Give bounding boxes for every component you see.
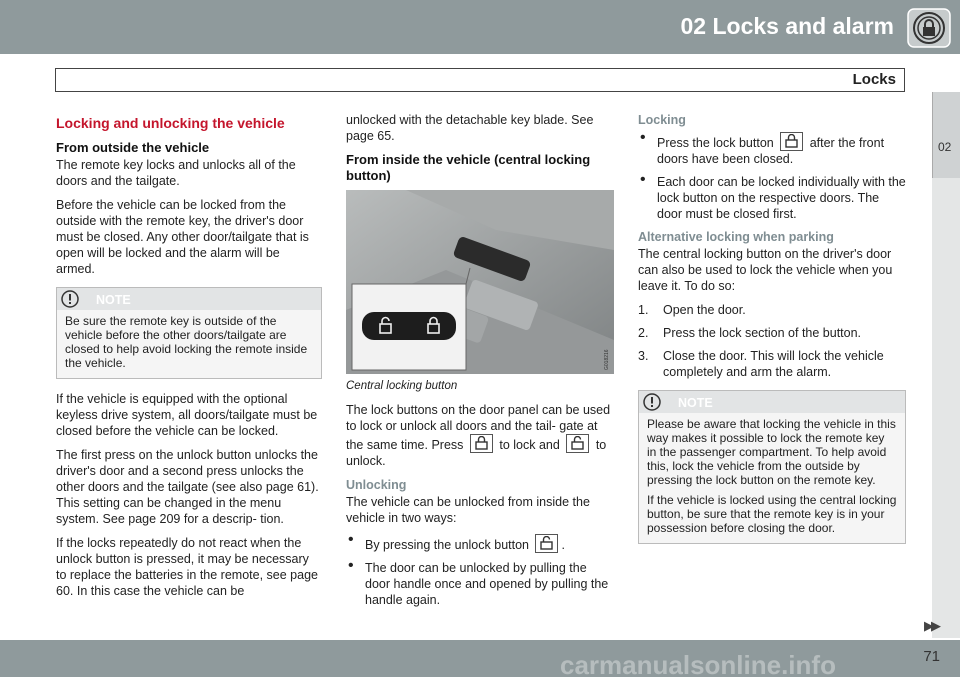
- list-item: [346, 534, 614, 553]
- text-segment: The lock buttons on the door panel can be used to lock or unlock all doors and the tail- gate at the same time. Press: [346, 403, 611, 452]
- main-heading: Locking and unlocking the vehicle: [56, 115, 285, 131]
- paragraph: [346, 402, 614, 469]
- note-label: NOTE: [96, 293, 131, 307]
- bullet-text: Each door can be locked individually with the lock button on the respective doors. The door must be closed first.: [657, 175, 906, 221]
- watermark: carmanualsonline.info: [560, 650, 836, 680]
- list-item: [638, 325, 906, 341]
- paragraph: If the locks repeatedly do not react when the unlock button is pressed, it may be necessary to replace the batteries in the remote, see page 60. In this case the vehicle can be: [56, 536, 318, 598]
- text-segment: to unlock.: [346, 438, 607, 468]
- steps-list: [638, 302, 906, 380]
- bullet-text: after the front doors have been closed.: [657, 136, 885, 166]
- chapter-side-tab-label: 02: [938, 140, 952, 154]
- list-item: [638, 348, 906, 380]
- image-caption: Central locking button: [346, 380, 458, 392]
- paragraph: Before the vehicle can be locked from the outside with the remote key, the driver's door must be closed. Any other door/tailgate that is open will be locked and the alarm will be armed.: [56, 198, 309, 276]
- bullet-text: Press the lock button: [657, 136, 774, 150]
- sub-heading-outside: From outside the vehicle: [56, 140, 210, 155]
- lock-button-icon: [780, 132, 803, 151]
- unlocking-heading: Unlocking: [346, 478, 407, 492]
- info-icon: [61, 290, 79, 308]
- paragraph: If the vehicle is equipped with the optional keyless drive system, all doors/tailgate must be closed before the vehicle can be locked.: [56, 392, 318, 438]
- paragraph: The central locking button on the driver's door can also be used to lock the vehicle when you leave it. To do so:: [638, 247, 893, 293]
- sub-heading-inside: From inside the vehicle (central locking button): [346, 152, 591, 183]
- image-code: G018216: [604, 349, 610, 370]
- list-item: [638, 132, 906, 167]
- step-text: Open the door.: [663, 303, 746, 317]
- side-strip: [932, 178, 960, 638]
- note-text: Be sure the remote key is outside of the vehicle before the other doors/tailgate are closed to help avoid locking the remote inside the vehicle.: [65, 314, 308, 370]
- paragraph: unlocked with the detachable key blade. See page 65.: [346, 113, 594, 143]
- bullet-text: By pressing the unlock button: [365, 538, 529, 552]
- paragraph: The vehicle can be unlocked from inside the vehicle in two ways:: [346, 495, 590, 525]
- chapter-side-tab: [932, 92, 960, 178]
- column-1: [56, 112, 322, 607]
- column-3: [638, 112, 906, 556]
- note-box: [56, 287, 322, 379]
- info-icon: [643, 393, 661, 411]
- note-text: If the vehicle is locked using the central locking button, be sure that the remote key is in your possession before closing the door.: [647, 493, 897, 535]
- list-item: [346, 560, 614, 608]
- lock-button-icon: [470, 434, 493, 453]
- unlock-button-icon: [566, 434, 589, 453]
- note-header: [639, 391, 905, 413]
- step-number: 3.: [638, 349, 649, 363]
- note-text: Please be aware that locking the vehicle in this way makes it possible to lock the remote key in the passenger compartment. To help avoid this, lock the vehicle from the outside by pressing the lock button on the remote key.: [647, 417, 896, 487]
- paragraph: The first press on the unlock button unlocks the driver's door and a second press unlocks the other doors and the tailgate (see also page 61). This setting can be changed in the menu system. See page 209 for a descrip- tion.: [56, 448, 319, 526]
- chapter-title: 02 Locks and alarm: [680, 13, 894, 39]
- step-text: Close the door. This will lock the vehicle completely and arm the alarm.: [663, 349, 884, 379]
- step-number: 2.: [638, 326, 649, 340]
- note-header: [57, 288, 321, 310]
- note-label: NOTE: [678, 396, 713, 410]
- next-page-arrows-icon: ▶▶: [924, 618, 938, 633]
- step-number: 1.: [638, 303, 649, 317]
- paragraph: The remote key locks and unlocks all of the doors and the tailgate.: [56, 158, 296, 188]
- section-title: Locks: [852, 71, 896, 88]
- text-segment: to lock and: [499, 438, 560, 452]
- note-box: [638, 390, 906, 544]
- central-locking-button-photo: [346, 190, 614, 374]
- column-2: [346, 112, 614, 615]
- locking-bullets: [638, 132, 906, 222]
- bullet-text: The door can be unlocked by pulling the door handle once and opened by pulling the handle again.: [365, 561, 609, 607]
- locking-heading: Locking: [638, 113, 686, 127]
- list-item: [638, 302, 906, 318]
- unlock-button-icon: [535, 534, 558, 553]
- lock-emblem-icon: [907, 8, 951, 48]
- alt-locking-heading: Alternative locking when parking: [638, 230, 834, 244]
- step-text: Press the lock section of the button.: [663, 326, 862, 340]
- unlocking-bullets: [346, 534, 614, 608]
- list-item: [638, 174, 906, 222]
- bullet-text-end: .: [561, 538, 565, 552]
- page-number: 71: [923, 648, 940, 665]
- section-bar: [55, 68, 905, 92]
